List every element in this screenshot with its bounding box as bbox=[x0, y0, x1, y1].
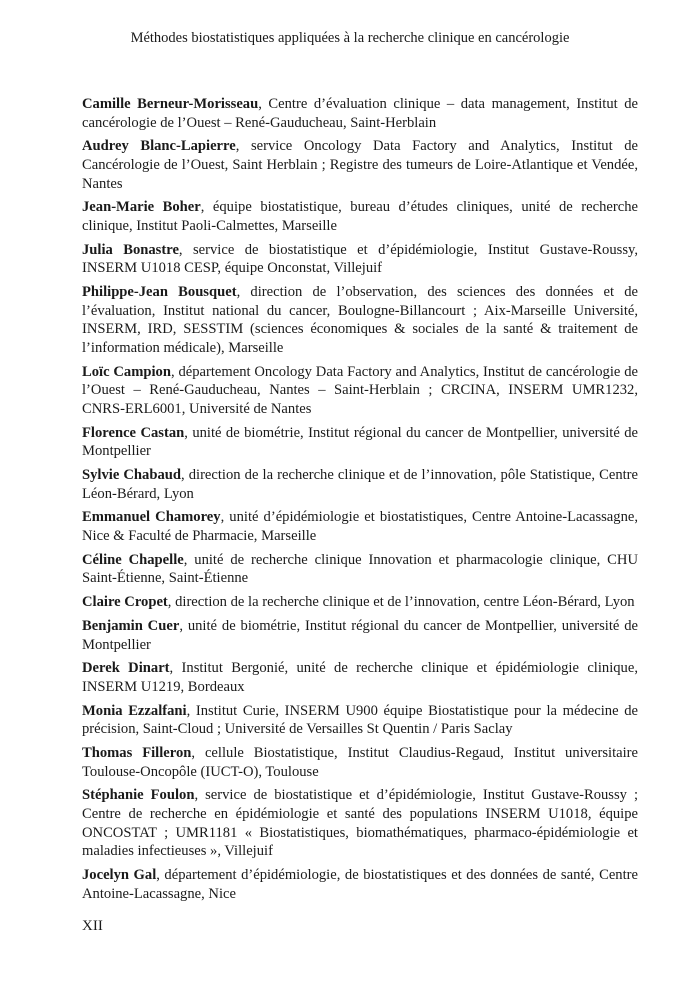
contributor-entry bbox=[82, 786, 638, 860]
contributor-name: Emmanuel Chamorey bbox=[82, 509, 221, 526]
contributor-affiliation: , unité de biométrie, Institut régional du cancer de Montpellier, université de Montpellier bbox=[82, 617, 638, 653]
contributor-name: Philippe-Jean Bousquet bbox=[82, 284, 237, 301]
contributor-name: Benjamin Cuer bbox=[82, 617, 180, 634]
contributor-affiliation: , unité d’épidémiologie et biostatistiques, Centre Antoine-Lacassagne, Nice & Faculté de Pharmacie, Marseille bbox=[82, 509, 638, 544]
contributor-entry bbox=[82, 702, 638, 739]
contributor-entry bbox=[82, 198, 638, 235]
contributor-affiliation: , département Oncology Data Factory and Analytics, Institut de cancérologie de l’Ouest – René-Gauducheau, Nantes – Saint-Herblain ; CRCINA, INSERM UMR1232, CNRS-ERL6001, Université de Nantes bbox=[82, 363, 638, 417]
contributor-affiliation: , direction de la recherche clinique et de l’innovation, centre Léon-Bérard, Lyon bbox=[167, 594, 635, 611]
contributor-name: Stéphanie Foulon bbox=[82, 787, 195, 804]
contributor-entry bbox=[82, 95, 638, 132]
contributor-name: Jean-Marie Boher bbox=[82, 199, 201, 216]
contributor-entry bbox=[82, 744, 638, 781]
contributor-entry bbox=[82, 508, 638, 545]
contributor-name: Florence Castan bbox=[82, 424, 185, 441]
contributor-affiliation: , département d’épidémiologie, de biostatistiques et des données de santé, Centre Antoine-Lacassagne, Nice bbox=[82, 866, 638, 902]
contributor-affiliation: , service de biostatistique et d’épidémiologie, Institut Gustave-Roussy ; Centre de recherche en épidémiologie et santé des populations INSERM U1018, équipe ONCOSTAT ; UMR1181 « Biostatistiques, biomathématiques, pharmaco-épidémiologie et maladies infectieuses », Villejuif bbox=[82, 787, 639, 860]
contributor-name: Derek Dinart bbox=[82, 660, 170, 677]
contributor-affiliation: , Institut Curie, INSERM U900 équipe Biostatistique pour la médecine de précision, Saint-Cloud ; Université de Versailles St Quentin / Paris Saclay bbox=[82, 702, 638, 738]
contributor-name: Loïc Campion bbox=[82, 363, 171, 380]
contributor-name: Thomas Filleron bbox=[82, 745, 192, 762]
contributor-affiliation: , direction de l’observation, des sciences des données et de l’évaluation, Institut national du cancer, Boulogne-Billancourt ; Aix-Marseille Université, INSERM, IRD, SESSTIM (sciences économiques & sociales de la santé & traitement de l’information médicale), Marseille bbox=[82, 284, 639, 356]
contributor-entry bbox=[82, 466, 638, 503]
contributor-affiliation: , direction de la recherche clinique et de l’innovation, pôle Statistique, Centre Léon-Bérard, Lyon bbox=[82, 467, 639, 502]
contributor-affiliation: , service de biostatistique et d’épidémiologie, Institut Gustave-Roussy, INSERM U1018 CESP, équipe Onconstat, Villejuif bbox=[82, 241, 638, 277]
contributor-name: Sylvie Chabaud bbox=[82, 467, 181, 483]
contributor-name: Claire Cropet bbox=[82, 594, 168, 611]
contributor-affiliation: , unité de biométrie, Institut régional du cancer de Montpellier, université de Montpellier bbox=[82, 424, 638, 460]
page-number: XII bbox=[82, 918, 103, 934]
contributor-name: Audrey Blanc-Lapierre bbox=[82, 138, 236, 155]
contributor-affiliation: , service Oncology Data Factory and Analytics, Institut de Cancérologie de l’Ouest, Saint Herblain ; Registre des tumeurs de Loire-Atlantique et Vendée, Nantes bbox=[82, 138, 638, 192]
contributor-affiliation: , équipe biostatistique, bureau d’études cliniques, unité de recherche clinique, Institut Paoli-Calmettes, Marseille bbox=[82, 199, 638, 234]
contributor-affiliation: , cellule Biostatistique, Institut Claudius-Regaud, Institut universitaire Toulouse-Oncopôle (IUCT-O), Toulouse bbox=[82, 745, 638, 780]
contributor-entry bbox=[82, 241, 638, 278]
contributor-entry bbox=[82, 617, 638, 654]
contributor-affiliation: , Centre d’évaluation clinique – data management, Institut de cancérologie de l’Ouest – René-Gauducheau, Saint-Herblain bbox=[82, 96, 638, 131]
contributor-name: Monia Ezzalfani bbox=[82, 702, 187, 719]
contributor-entry bbox=[82, 551, 638, 588]
contributor-name: Julia Bonastre bbox=[82, 241, 179, 258]
running-header: Méthodes biostatistiques appliquées à la recherche clinique en cancérologie bbox=[130, 30, 570, 46]
contributor-entry bbox=[82, 659, 638, 696]
contributor-affiliation: , unité de recherche clinique Innovation et pharmacologie clinique, CHU Saint-Étienne, Saint-Étienne bbox=[82, 551, 638, 587]
contributor-name: Camille Berneur-Morisseau bbox=[82, 96, 259, 112]
contributor-entry bbox=[82, 283, 638, 357]
contributor-entry bbox=[82, 424, 638, 461]
contributor-list bbox=[82, 95, 638, 908]
contributor-entry bbox=[82, 137, 638, 193]
contributor-entry bbox=[82, 866, 638, 903]
contributor-entry bbox=[82, 363, 638, 419]
contributor-name: Jocelyn Gal bbox=[82, 866, 157, 883]
contributor-affiliation: , Institut Bergonié, unité de recherche clinique et épidémiologie clinique, INSERM U1219, Bordeaux bbox=[82, 660, 638, 695]
contributor-entry bbox=[82, 593, 638, 612]
contributor-name: Céline Chapelle bbox=[82, 551, 184, 568]
